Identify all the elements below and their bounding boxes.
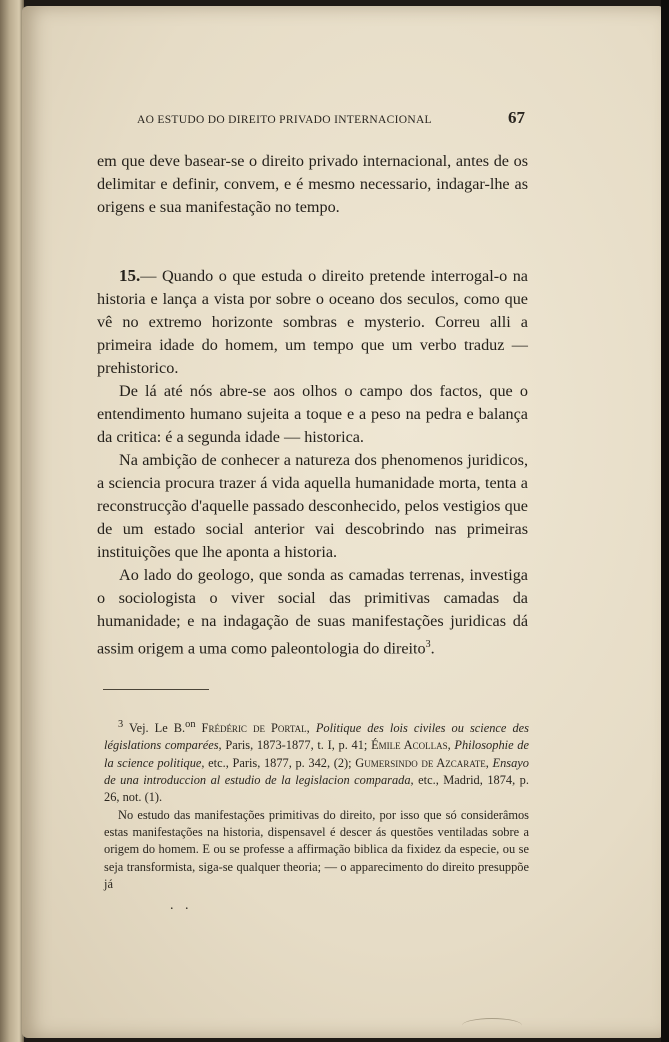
fn-pub-acollas: etc., Paris, 1877, p. 342, (2); bbox=[208, 755, 352, 770]
fn-author-portal: Frédéric de Portal, bbox=[201, 721, 310, 736]
fn-author-azcarate: Gumersindo de Azcarate, bbox=[355, 755, 489, 770]
paper-blemish bbox=[462, 1018, 522, 1033]
body-text-block-2 bbox=[97, 264, 528, 660]
running-title: AO ESTUDO DO DIREITO PRIVADO INTERNACIONAL bbox=[137, 114, 432, 126]
body-text-block-1 bbox=[97, 150, 528, 219]
paragraph-15-text: — Quando o que estuda o direito pretende interrogal-o na historia e lança a vista por sobre o oceano dos seculos, como que vê no extremo horizonte sombras e mysterio. Correu alli a primeira idade do homem, um tempo que um verbo traduz — prehistorico. bbox=[97, 267, 528, 377]
fn-title-azcarate: Ensayo de una introduccion al estudio de la legislacion comparada, bbox=[104, 755, 529, 788]
footnote-marker: 3 bbox=[118, 719, 124, 730]
paragraph-15 bbox=[97, 264, 528, 380]
fn-author-acollas: Émile Acollas, bbox=[371, 738, 451, 753]
paragraph-end-punct: . bbox=[430, 639, 435, 658]
fn-title-acollas: Philosophie de la science politique, bbox=[104, 738, 529, 770]
paragraph-continuation: em que deve basear-se o direito privado internacional, antes de os delimitar e definir, convem, e é mesmo necessario, indagar-lhe as origens e sua manifestação no tempo. bbox=[97, 152, 528, 216]
previous-page-edge bbox=[0, 0, 24, 1042]
fn-vej: Vej. Le B. bbox=[129, 721, 186, 736]
footnotes bbox=[104, 716, 529, 893]
signature-mark: . . bbox=[170, 898, 193, 913]
paragraph-historica: De lá até nós abre-se aos olhos o campo dos factos, que o entendimento humano sujeita a toque e a peso na pedra e balança da critica: é a segunda idade — historica. bbox=[97, 382, 528, 446]
paragraph-ambicao: Na ambição de conhecer a natureza dos phenomenos juridicos, a sciencia procura trazer á vida aquella humanidade morta, tenta a reconstrucção d'aquelle passado desconhecido, pelos vestigios que de um estado social anterior vai descobrindo nas primeiras instituições que lhe aponta a historia. bbox=[97, 451, 528, 561]
paragraph-geologo bbox=[97, 564, 528, 660]
footnote-separator bbox=[103, 689, 209, 690]
footnote-reference: 3 bbox=[425, 639, 431, 650]
fn-pub-portal: Paris, 1873-1877, t. I, p. 41; bbox=[225, 738, 368, 753]
scan-border bbox=[661, 0, 669, 1042]
fn-baron-abbrev: on bbox=[185, 719, 196, 730]
footnote-3 bbox=[104, 716, 529, 807]
section-number: 15. bbox=[119, 266, 141, 285]
paragraph-geologo-text: Ao lado do geologo, que sonda as camadas terrenas, investiga o sociologista o viver social das primitivas camadas da humanidade; e na indagação de suas manifestações juridicas dá assim origem a uma como paleontologia do direito bbox=[97, 566, 528, 658]
fn-title-portal: Politique des lois civiles ou science des législations comparées, bbox=[104, 721, 529, 753]
page-number: 67 bbox=[508, 108, 525, 127]
running-header bbox=[137, 108, 525, 128]
fn-pub-azcarate: etc., Madrid, 1874, p. 26, not. (1). bbox=[104, 773, 529, 805]
footnote-continuation: No estudo das manifestações primitivas do direito, por isso que só considerâmos estas manifestações na historia, dispensavel é descer ás questões ventiladas sobre a origem do homem. E ou se professe a affirmação biblica da fixidez da especie, ou se seja transformista, siga-se qualquer theoria; — o apparecimento do direito presuppõe já bbox=[104, 807, 529, 891]
